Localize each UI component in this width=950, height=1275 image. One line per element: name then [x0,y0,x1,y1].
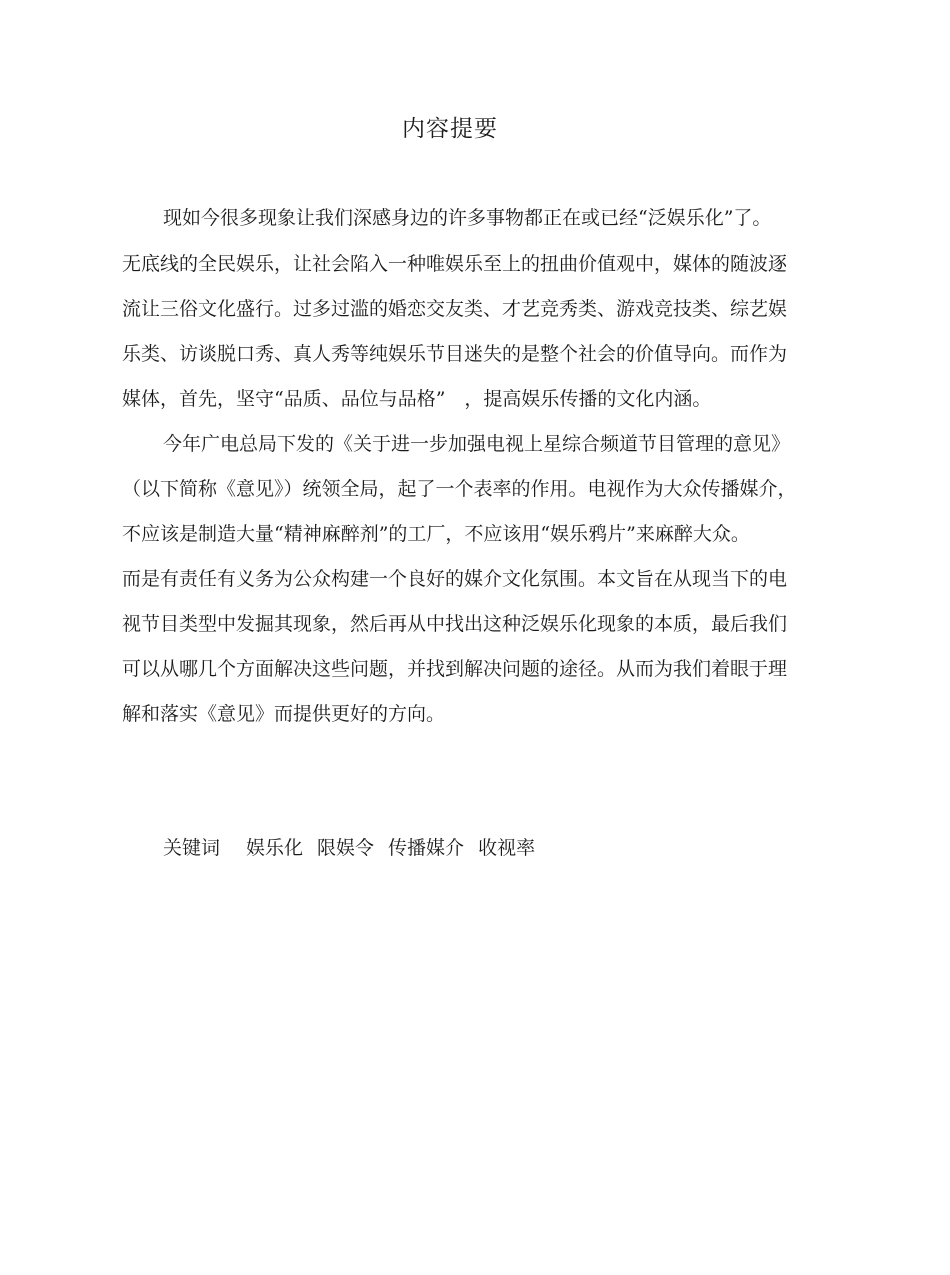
keywords-line [163,836,549,860]
keyword-item: 收视率 [478,837,536,859]
paragraph-1-line-5: 媒体，首先，坚守“品质、品位与品格” ，提高娱乐传播的文化内涵。 [122,388,712,410]
paragraph-2-line-4: 而是有责任有义务为公众构建一个良好的媒介文化氛围。本文旨在从现当下的电 [122,568,788,590]
keyword-item: 限娱令 [317,837,375,859]
paragraph-2-line-6: 可以从哪几个方面解决这些问题，并找到解决问题的途径。从而为我们着眼于理 [122,658,788,680]
paragraph-1-line-3: 流让三俗文化盛行。过多过滥的婚恋交友类、才艺竞秀类、游戏竞技类、综艺娱 [122,298,788,320]
paragraph-2-line-5: 视节目类型中发掘其现象，然后再从中找出这种泛娱乐化现象的本质，最后我们 [122,613,788,635]
paragraph-1-line-2: 无底线的全民娱乐，让社会陷入一种唯娱乐至上的扭曲价值观中，媒体的随波逐 [122,253,788,275]
paragraph-1-line-1: 现如今很多现象让我们深感身边的许多事物都正在或已经“泛娱乐化”了。 [163,207,772,229]
keywords-label: 关键词 [163,837,221,859]
keyword-item: 娱乐化 [246,837,304,859]
paragraph-2-line-7: 解和落实《意见》而提供更好的方向。 [122,703,446,725]
page-title: 内容提要 [402,116,498,142]
paragraph-2-line-1: 今年广电总局下发的《关于进一步加强电视上星综合频道节目管理的意见》 [163,433,791,455]
paragraph-2-line-2: （以下简称《意见》）统领全局，起了一个表率的作用。电视作为大众传播媒介， [122,478,797,500]
keyword-item: 传播媒介 [388,837,465,859]
paragraph-1-line-4: 乐类、访谈脱口秀、真人秀等纯娱乐节目迷失的是整个社会的价值导向。而作为 [122,343,788,365]
paragraph-2-line-3: 不应该是制造大量“精神麻醉剂”的工厂，不应该用“娱乐鸦片”来麻醉大众。 [122,523,750,545]
